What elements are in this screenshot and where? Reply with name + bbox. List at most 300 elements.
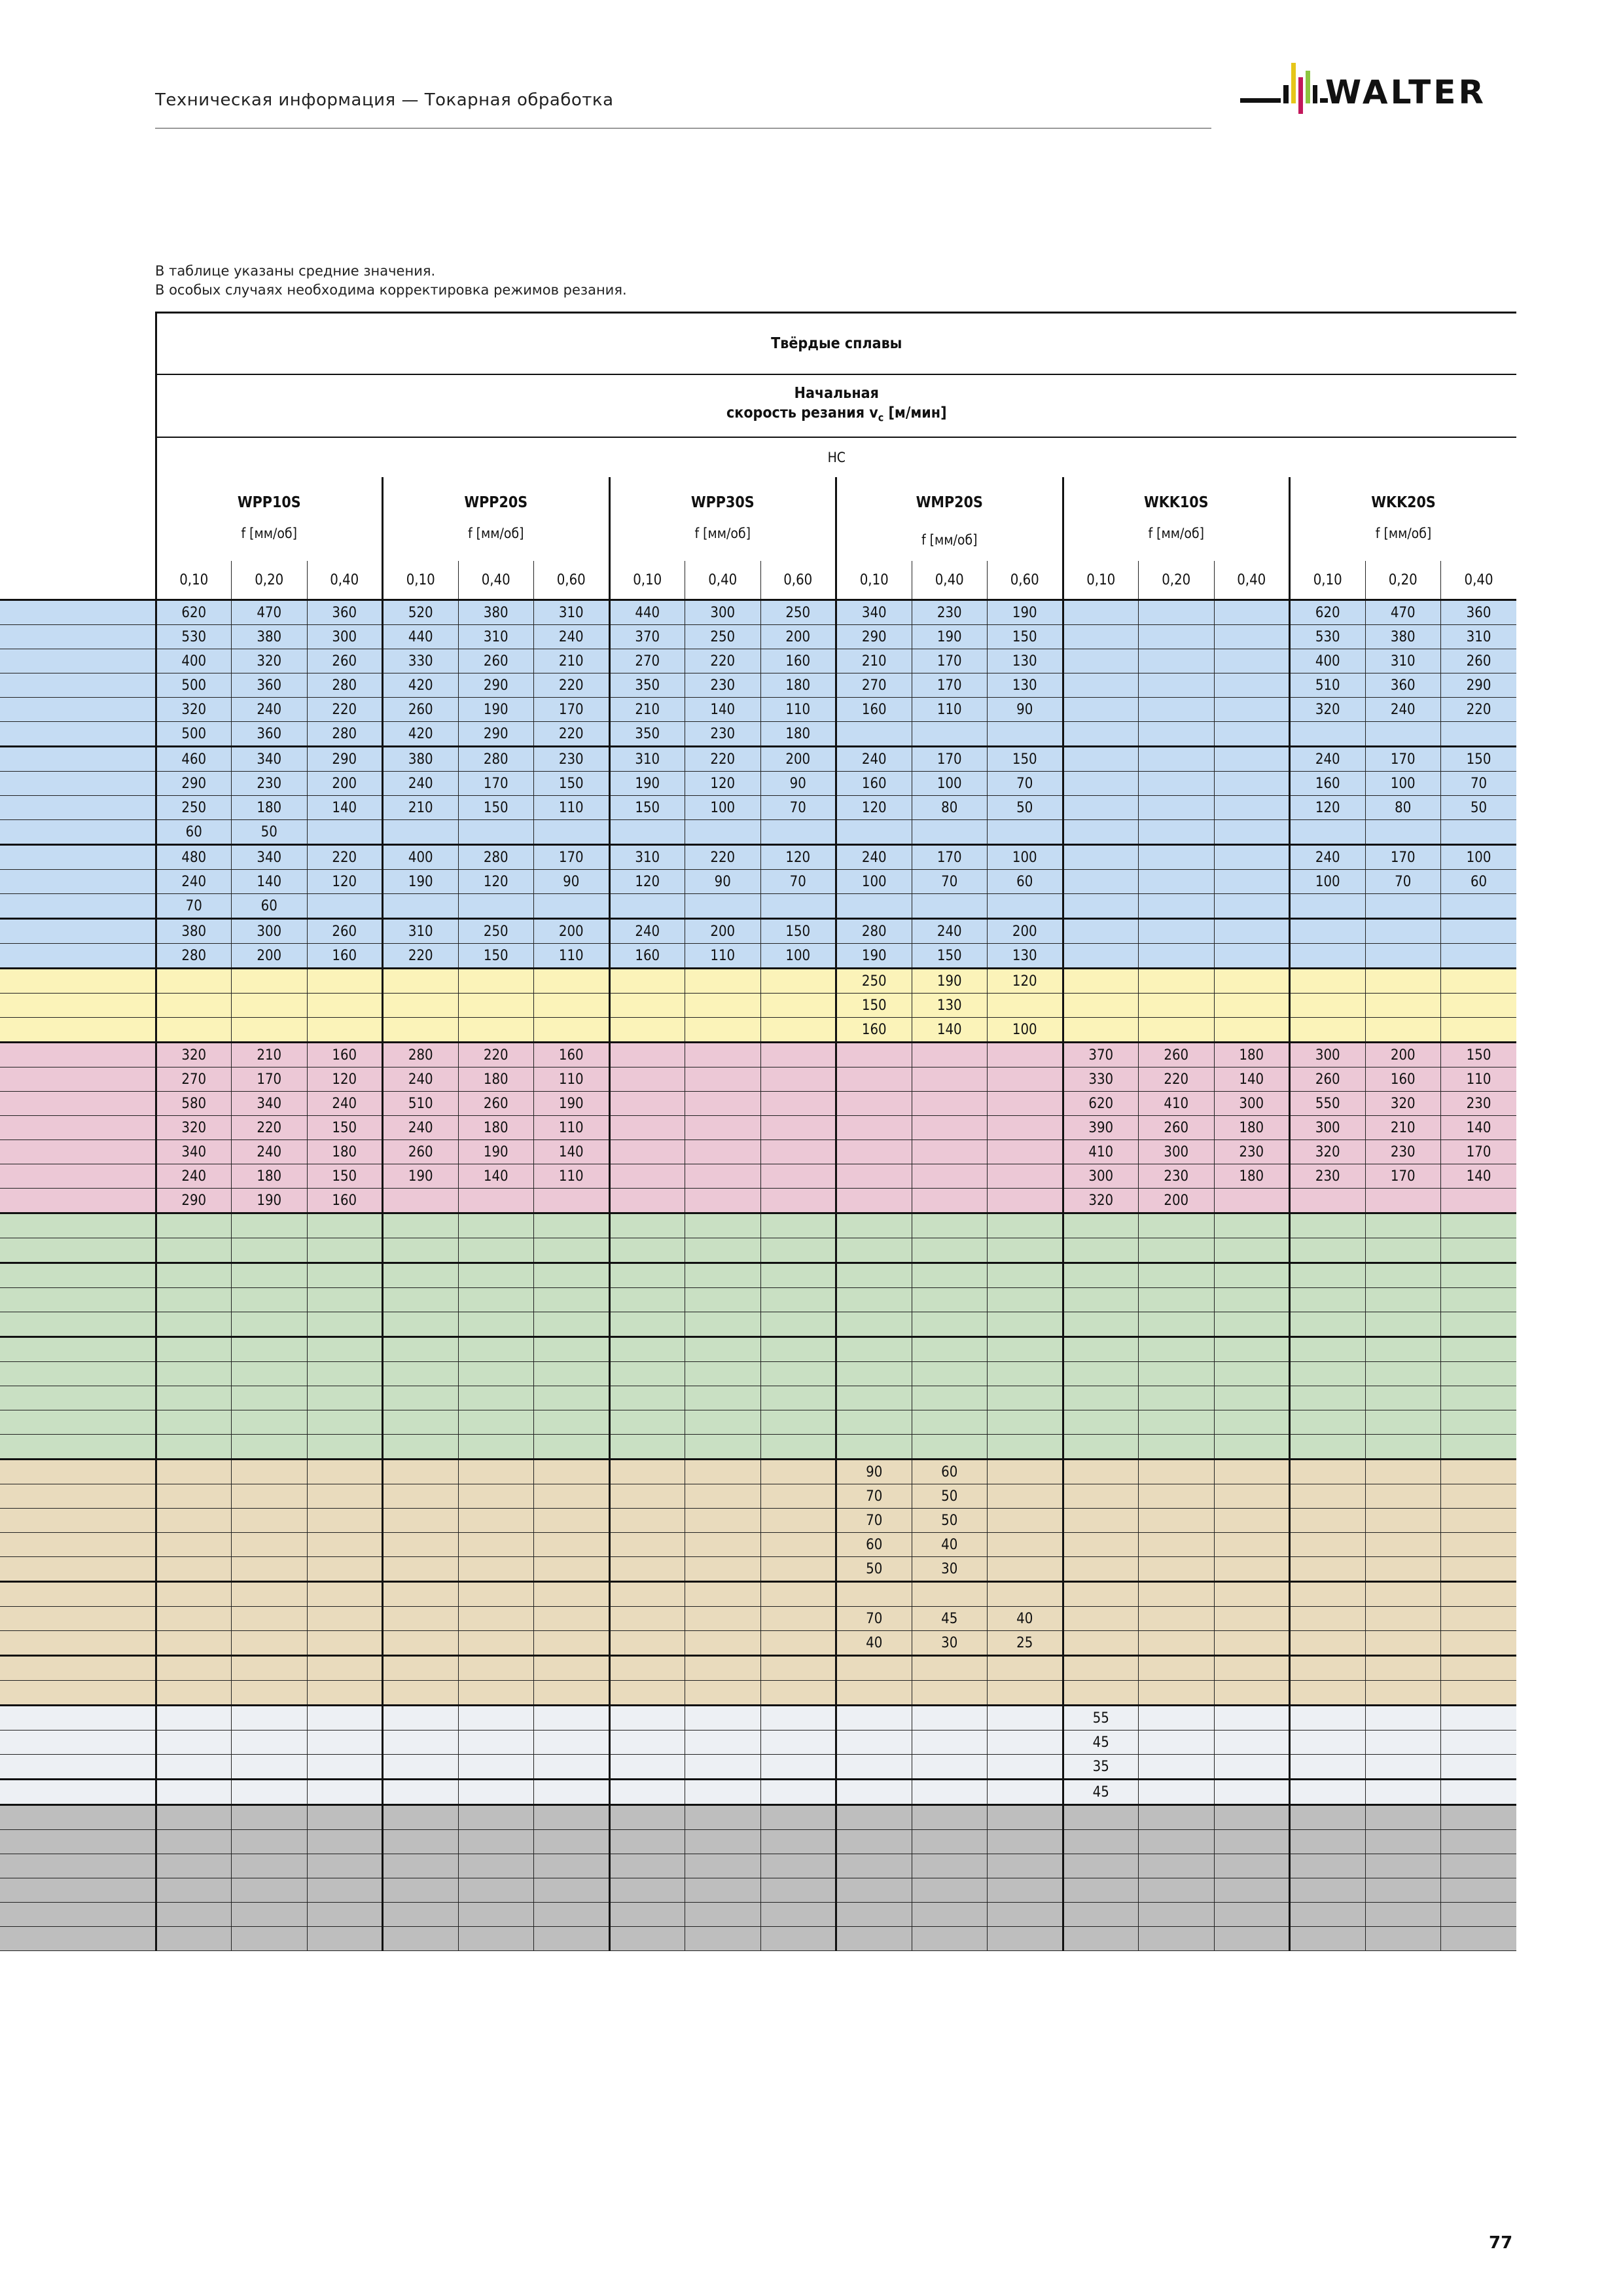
speed-cell bbox=[988, 1288, 1063, 1312]
table-row bbox=[0, 1854, 1516, 1878]
speed-cell: 180 bbox=[1214, 1164, 1290, 1189]
speed-cell: 300 bbox=[1063, 1164, 1139, 1189]
speed-cell: 250 bbox=[156, 796, 232, 820]
speed-cell bbox=[760, 994, 836, 1018]
speed-cell: 170 bbox=[1365, 747, 1441, 772]
speed-cell bbox=[685, 1043, 761, 1067]
speed-cell bbox=[912, 1582, 988, 1607]
speed-cell bbox=[912, 1805, 988, 1830]
speed-cell bbox=[1139, 894, 1215, 919]
grade-name: WPP10S bbox=[237, 494, 301, 511]
feed-value-header: 0,10 bbox=[383, 561, 459, 600]
speed-cell: 55 bbox=[1063, 1706, 1139, 1731]
speed-cell bbox=[988, 1830, 1063, 1854]
speed-cell bbox=[307, 1337, 383, 1362]
speed-cell bbox=[685, 1706, 761, 1731]
speed-cell: 80 bbox=[912, 796, 988, 820]
speed-cell: 150 bbox=[534, 772, 610, 796]
speed-cell bbox=[912, 1656, 988, 1681]
speed-cell bbox=[307, 1484, 383, 1509]
material-group-swatch bbox=[0, 1631, 156, 1656]
speed-cell: 260 bbox=[383, 1140, 459, 1164]
speed-cell bbox=[836, 1140, 912, 1164]
speed-cell bbox=[458, 1706, 534, 1731]
speed-cell bbox=[609, 1263, 685, 1288]
speed-cell: 230 bbox=[685, 722, 761, 747]
speed-cell bbox=[458, 1854, 534, 1878]
speed-cell: 240 bbox=[383, 772, 459, 796]
speed-cell bbox=[307, 1854, 383, 1878]
page-number: 77 bbox=[1489, 2233, 1513, 2253]
material-group-swatch bbox=[0, 1018, 156, 1043]
speed-cell: 290 bbox=[458, 673, 534, 698]
speed-cell: 100 bbox=[912, 772, 988, 796]
speed-cell bbox=[1365, 1435, 1441, 1460]
speed-cell: 120 bbox=[307, 870, 383, 894]
speed-cell: 320 bbox=[1290, 1140, 1366, 1164]
speed-cell: 100 bbox=[836, 870, 912, 894]
speed-cell bbox=[534, 1018, 610, 1043]
speed-cell bbox=[1139, 698, 1215, 722]
speed-cell bbox=[1441, 1410, 1517, 1435]
speed-cell: 410 bbox=[1063, 1140, 1139, 1164]
speed-cell bbox=[836, 894, 912, 919]
speed-cell bbox=[760, 1067, 836, 1092]
speed-cell bbox=[760, 1805, 836, 1830]
speed-cell bbox=[609, 1337, 685, 1362]
speed-cell bbox=[988, 1312, 1063, 1337]
speed-cell bbox=[1139, 1731, 1215, 1755]
speed-cell: 330 bbox=[383, 649, 459, 673]
speed-cell: 220 bbox=[685, 845, 761, 870]
speed-cell: 320 bbox=[232, 649, 308, 673]
speed-cell bbox=[1139, 1656, 1215, 1681]
speed-cell bbox=[383, 894, 459, 919]
table-row bbox=[0, 1263, 1516, 1288]
speed-cell bbox=[156, 1830, 232, 1854]
speed-cell bbox=[1290, 1263, 1366, 1288]
speed-cell: 70 bbox=[836, 1607, 912, 1631]
speed-cell bbox=[1214, 1018, 1290, 1043]
speed-cell: 530 bbox=[156, 625, 232, 649]
speed-cell bbox=[1214, 796, 1290, 820]
speed-cell: 160 bbox=[836, 1018, 912, 1043]
speed-cell bbox=[1063, 820, 1139, 845]
material-group-swatch bbox=[0, 698, 156, 722]
speed-cell: 190 bbox=[383, 870, 459, 894]
speed-cell bbox=[685, 994, 761, 1018]
speed-cell bbox=[760, 1755, 836, 1780]
material-group-swatch bbox=[0, 969, 156, 994]
speed-cell: 360 bbox=[232, 722, 308, 747]
speed-cell bbox=[1290, 1927, 1366, 1951]
speed-cell bbox=[1139, 1780, 1215, 1805]
feed-value-header: 0,60 bbox=[760, 561, 836, 600]
speed-cell bbox=[609, 1533, 685, 1557]
speed-cell bbox=[307, 1878, 383, 1903]
material-group-swatch bbox=[0, 1854, 156, 1878]
speed-cell: 190 bbox=[836, 944, 912, 969]
speed-cell bbox=[836, 1755, 912, 1780]
speed-cell bbox=[1063, 969, 1139, 994]
speed-cell bbox=[1441, 1386, 1517, 1410]
speed-cell bbox=[1365, 1509, 1441, 1533]
speed-cell bbox=[458, 1656, 534, 1681]
speed-cell bbox=[156, 1312, 232, 1337]
speed-cell bbox=[1214, 747, 1290, 772]
speed-cell: 260 bbox=[307, 649, 383, 673]
speed-cell bbox=[1063, 1460, 1139, 1484]
speed-cell bbox=[760, 1509, 836, 1533]
speed-cell bbox=[609, 1805, 685, 1830]
speed-cell bbox=[232, 1288, 308, 1312]
speed-cell bbox=[1365, 1607, 1441, 1631]
speed-cell bbox=[988, 1116, 1063, 1140]
speed-cell: 240 bbox=[1365, 698, 1441, 722]
speed-cell bbox=[760, 1288, 836, 1312]
speed-cell bbox=[609, 1092, 685, 1116]
speed-cell: 200 bbox=[307, 772, 383, 796]
table-row bbox=[0, 1067, 1516, 1092]
speed-cell: 320 bbox=[156, 1043, 232, 1067]
speed-cell bbox=[1365, 1927, 1441, 1951]
speed-cell: 340 bbox=[232, 845, 308, 870]
speed-cell bbox=[912, 1043, 988, 1067]
speed-cell: 220 bbox=[685, 747, 761, 772]
speed-cell bbox=[609, 1312, 685, 1337]
speed-cell: 510 bbox=[383, 1092, 459, 1116]
material-group-swatch bbox=[0, 1312, 156, 1337]
speed-cell bbox=[307, 1780, 383, 1805]
speed-cell bbox=[912, 1263, 988, 1288]
speed-cell bbox=[1139, 649, 1215, 673]
speed-cell bbox=[1139, 1509, 1215, 1533]
speed-cell bbox=[1214, 1410, 1290, 1435]
speed-cell bbox=[1214, 1189, 1290, 1213]
speed-cell bbox=[609, 1927, 685, 1951]
speed-cell bbox=[1290, 1755, 1366, 1780]
speed-cell: 310 bbox=[609, 747, 685, 772]
feed-unit-label: f [мм/об] bbox=[1375, 526, 1432, 541]
speed-cell: 200 bbox=[1139, 1189, 1215, 1213]
speed-cell: 280 bbox=[307, 722, 383, 747]
speed-cell bbox=[1365, 1263, 1441, 1288]
speed-cell bbox=[685, 1878, 761, 1903]
speed-cell bbox=[685, 1484, 761, 1509]
speed-cell bbox=[458, 969, 534, 994]
speed-cell: 240 bbox=[1290, 747, 1366, 772]
speed-cell: 530 bbox=[1290, 625, 1366, 649]
speed-cell bbox=[458, 820, 534, 845]
speed-cell bbox=[1063, 1213, 1139, 1238]
speed-cell bbox=[836, 1386, 912, 1410]
speed-cell bbox=[1441, 1288, 1517, 1312]
speed-cell bbox=[760, 1460, 836, 1484]
speed-cell bbox=[1290, 894, 1366, 919]
speed-cell bbox=[1214, 1288, 1290, 1312]
speed-cell bbox=[156, 1238, 232, 1263]
speed-cell bbox=[685, 894, 761, 919]
speed-cell bbox=[1063, 1656, 1139, 1681]
speed-cell: 620 bbox=[156, 600, 232, 625]
speed-cell: 50 bbox=[232, 820, 308, 845]
speed-cell bbox=[383, 1386, 459, 1410]
speed-cell bbox=[1214, 1903, 1290, 1927]
speed-cell: 390 bbox=[1063, 1116, 1139, 1140]
speed-cell bbox=[685, 1830, 761, 1854]
table-row bbox=[0, 994, 1516, 1018]
speed-cell: 260 bbox=[1139, 1043, 1215, 1067]
speed-cell bbox=[1214, 1557, 1290, 1582]
speed-cell bbox=[760, 1731, 836, 1755]
speed-cell: 320 bbox=[156, 1116, 232, 1140]
material-group-swatch bbox=[0, 1533, 156, 1557]
speed-cell bbox=[156, 1903, 232, 1927]
speed-cell: 230 bbox=[1365, 1140, 1441, 1164]
speed-cell bbox=[534, 1755, 610, 1780]
speed-cell bbox=[1139, 1410, 1215, 1435]
speed-cell bbox=[609, 1116, 685, 1140]
speed-cell bbox=[1365, 1830, 1441, 1854]
speed-cell: 100 bbox=[685, 796, 761, 820]
speed-cell bbox=[1290, 1238, 1366, 1263]
speed-cell bbox=[988, 1410, 1063, 1435]
speed-cell: 500 bbox=[156, 722, 232, 747]
table-row bbox=[0, 1116, 1516, 1140]
speed-cell bbox=[760, 1435, 836, 1460]
speed-cell bbox=[383, 1312, 459, 1337]
speed-cell bbox=[1063, 1386, 1139, 1410]
speed-cell bbox=[1139, 1263, 1215, 1288]
speed-cell bbox=[1063, 1903, 1139, 1927]
speed-cell bbox=[836, 1362, 912, 1386]
speed-cell bbox=[760, 1878, 836, 1903]
speed-cell bbox=[232, 1213, 308, 1238]
speed-cell bbox=[1139, 1018, 1215, 1043]
speed-cell bbox=[1290, 1533, 1366, 1557]
speed-cell bbox=[1290, 1878, 1366, 1903]
speed-cell bbox=[1214, 1337, 1290, 1362]
speed-cell bbox=[1139, 1631, 1215, 1656]
feed-value-header: 0,40 bbox=[1441, 561, 1517, 600]
speed-cell bbox=[534, 894, 610, 919]
speed-cell bbox=[988, 1509, 1063, 1533]
speed-cell bbox=[232, 1731, 308, 1755]
header-row-grades bbox=[0, 477, 1516, 561]
speed-cell: 410 bbox=[1139, 1092, 1215, 1116]
speed-cell bbox=[1063, 1018, 1139, 1043]
speed-cell bbox=[685, 1386, 761, 1410]
speed-cell bbox=[458, 1189, 534, 1213]
speed-cell: 220 bbox=[1139, 1067, 1215, 1092]
speed-cell bbox=[609, 1460, 685, 1484]
speed-cell bbox=[383, 1263, 459, 1288]
speed-cell: 170 bbox=[1365, 1164, 1441, 1189]
speed-cell bbox=[988, 1337, 1063, 1362]
speed-cell: 150 bbox=[1441, 1043, 1517, 1067]
speed-cell: 50 bbox=[912, 1509, 988, 1533]
speed-cell: 190 bbox=[534, 1092, 610, 1116]
speed-cell: 110 bbox=[534, 1116, 610, 1140]
speed-cell bbox=[1214, 625, 1290, 649]
speed-cell bbox=[609, 820, 685, 845]
speed-cell bbox=[1365, 1903, 1441, 1927]
feed-value-header: 0,40 bbox=[685, 561, 761, 600]
material-group-swatch bbox=[0, 1189, 156, 1213]
speed-cell bbox=[534, 1533, 610, 1557]
table-row bbox=[0, 1805, 1516, 1830]
speed-cell bbox=[1365, 1362, 1441, 1386]
speed-cell bbox=[383, 1854, 459, 1878]
speed-cell bbox=[685, 1018, 761, 1043]
speed-cell bbox=[1063, 1410, 1139, 1435]
speed-cell bbox=[1214, 1927, 1290, 1951]
speed-cell bbox=[988, 1238, 1063, 1263]
speed-cell: 280 bbox=[156, 944, 232, 969]
speed-cell bbox=[1214, 1854, 1290, 1878]
speed-cell: 60 bbox=[156, 820, 232, 845]
material-group-swatch bbox=[0, 1337, 156, 1362]
speed-cell bbox=[760, 1557, 836, 1582]
speed-cell: 230 bbox=[1290, 1164, 1366, 1189]
speed-caption-line2: скорость резания $v_c$ [м/мин] bbox=[726, 404, 947, 424]
feed-value-header: 0,40 bbox=[1214, 561, 1290, 600]
table-row bbox=[0, 1460, 1516, 1484]
speed-cell bbox=[383, 1731, 459, 1755]
speed-cell bbox=[1290, 820, 1366, 845]
speed-cell bbox=[458, 1755, 534, 1780]
speed-cell bbox=[534, 1460, 610, 1484]
speed-cell bbox=[988, 1189, 1063, 1213]
speed-cell bbox=[458, 1213, 534, 1238]
speed-cell: 310 bbox=[1365, 649, 1441, 673]
speed-cell bbox=[760, 1189, 836, 1213]
speed-cell bbox=[1139, 969, 1215, 994]
speed-cell bbox=[1214, 1533, 1290, 1557]
speed-cell bbox=[458, 1805, 534, 1830]
speed-cell bbox=[307, 1435, 383, 1460]
speed-cell: 160 bbox=[609, 944, 685, 969]
speed-cell bbox=[1441, 1312, 1517, 1337]
speed-cell bbox=[232, 1706, 308, 1731]
speed-cell bbox=[609, 1386, 685, 1410]
table-row bbox=[0, 673, 1516, 698]
speed-cell: 110 bbox=[685, 944, 761, 969]
speed-cell bbox=[156, 1533, 232, 1557]
speed-cell bbox=[1290, 1557, 1366, 1582]
speed-cell bbox=[836, 1410, 912, 1435]
speed-cell bbox=[1214, 1755, 1290, 1780]
material-group-swatch bbox=[0, 747, 156, 772]
speed-cell bbox=[1139, 747, 1215, 772]
speed-cell bbox=[1214, 1213, 1290, 1238]
speed-cell: 70 bbox=[156, 894, 232, 919]
speed-cell bbox=[1441, 1435, 1517, 1460]
speed-cell bbox=[1063, 1557, 1139, 1582]
speed-cell: 160 bbox=[307, 944, 383, 969]
table-row bbox=[0, 1288, 1516, 1312]
speed-cell bbox=[1441, 1731, 1517, 1755]
speed-cell bbox=[685, 1435, 761, 1460]
speed-cell bbox=[988, 1484, 1063, 1509]
feed-value-header: 0,40 bbox=[912, 561, 988, 600]
speed-cell bbox=[836, 820, 912, 845]
material-group-swatch bbox=[0, 1509, 156, 1533]
material-group-swatch bbox=[0, 1410, 156, 1435]
speed-cell bbox=[1139, 1337, 1215, 1362]
speed-cell bbox=[1063, 600, 1139, 625]
speed-cell bbox=[1290, 1903, 1366, 1927]
speed-cell: 240 bbox=[534, 625, 610, 649]
speed-cell bbox=[1139, 1854, 1215, 1878]
speed-cell bbox=[458, 1435, 534, 1460]
speed-cell bbox=[383, 1656, 459, 1681]
cutting-speed-table-wrapper bbox=[0, 312, 1516, 1951]
speed-cell bbox=[1290, 1854, 1366, 1878]
speed-cell: 110 bbox=[534, 796, 610, 820]
speed-cell bbox=[988, 1731, 1063, 1755]
speed-cell bbox=[1214, 969, 1290, 994]
speed-cell: 160 bbox=[307, 1189, 383, 1213]
material-group-swatch bbox=[0, 1805, 156, 1830]
speed-cell bbox=[383, 1213, 459, 1238]
speed-cell: 100 bbox=[760, 944, 836, 969]
speed-cell bbox=[760, 1706, 836, 1731]
speed-cell: 230 bbox=[1139, 1164, 1215, 1189]
speed-cell: 120 bbox=[609, 870, 685, 894]
speed-cell bbox=[156, 1460, 232, 1484]
speed-cell bbox=[912, 1878, 988, 1903]
speed-cell: 270 bbox=[609, 649, 685, 673]
speed-cell bbox=[836, 1263, 912, 1288]
speed-cell bbox=[988, 1362, 1063, 1386]
table-row bbox=[0, 1557, 1516, 1582]
material-group-swatch bbox=[0, 1043, 156, 1067]
speed-cell bbox=[836, 1116, 912, 1140]
speed-cell bbox=[232, 1755, 308, 1780]
material-group-swatch bbox=[0, 1656, 156, 1681]
feed-value-header: 0,40 bbox=[307, 561, 383, 600]
speed-cell bbox=[232, 1780, 308, 1805]
speed-cell bbox=[685, 1854, 761, 1878]
speed-cell bbox=[156, 1631, 232, 1656]
speed-cell: 220 bbox=[232, 1116, 308, 1140]
speed-cell bbox=[836, 1213, 912, 1238]
cutting-speed-table bbox=[0, 312, 1516, 1951]
speed-cell: 240 bbox=[912, 919, 988, 944]
speed-cell bbox=[534, 1854, 610, 1878]
speed-cell: 510 bbox=[1290, 673, 1366, 698]
speed-cell: 140 bbox=[1214, 1067, 1290, 1092]
speed-cell bbox=[685, 1312, 761, 1337]
speed-cell bbox=[1139, 1755, 1215, 1780]
speed-cell bbox=[988, 1706, 1063, 1731]
table-row bbox=[0, 1903, 1516, 1927]
speed-cell bbox=[232, 1312, 308, 1337]
speed-cell: 200 bbox=[1365, 1043, 1441, 1067]
speed-cell bbox=[988, 894, 1063, 919]
speed-cell bbox=[156, 1706, 232, 1731]
speed-cell bbox=[1441, 1263, 1517, 1288]
speed-cell bbox=[760, 1656, 836, 1681]
speed-cell bbox=[232, 1362, 308, 1386]
speed-cell: 90 bbox=[988, 698, 1063, 722]
speed-cell bbox=[988, 1386, 1063, 1410]
speed-cell bbox=[1365, 820, 1441, 845]
speed-cell bbox=[609, 1607, 685, 1631]
feed-value-header: 0,10 bbox=[836, 561, 912, 600]
speed-cell bbox=[458, 1288, 534, 1312]
